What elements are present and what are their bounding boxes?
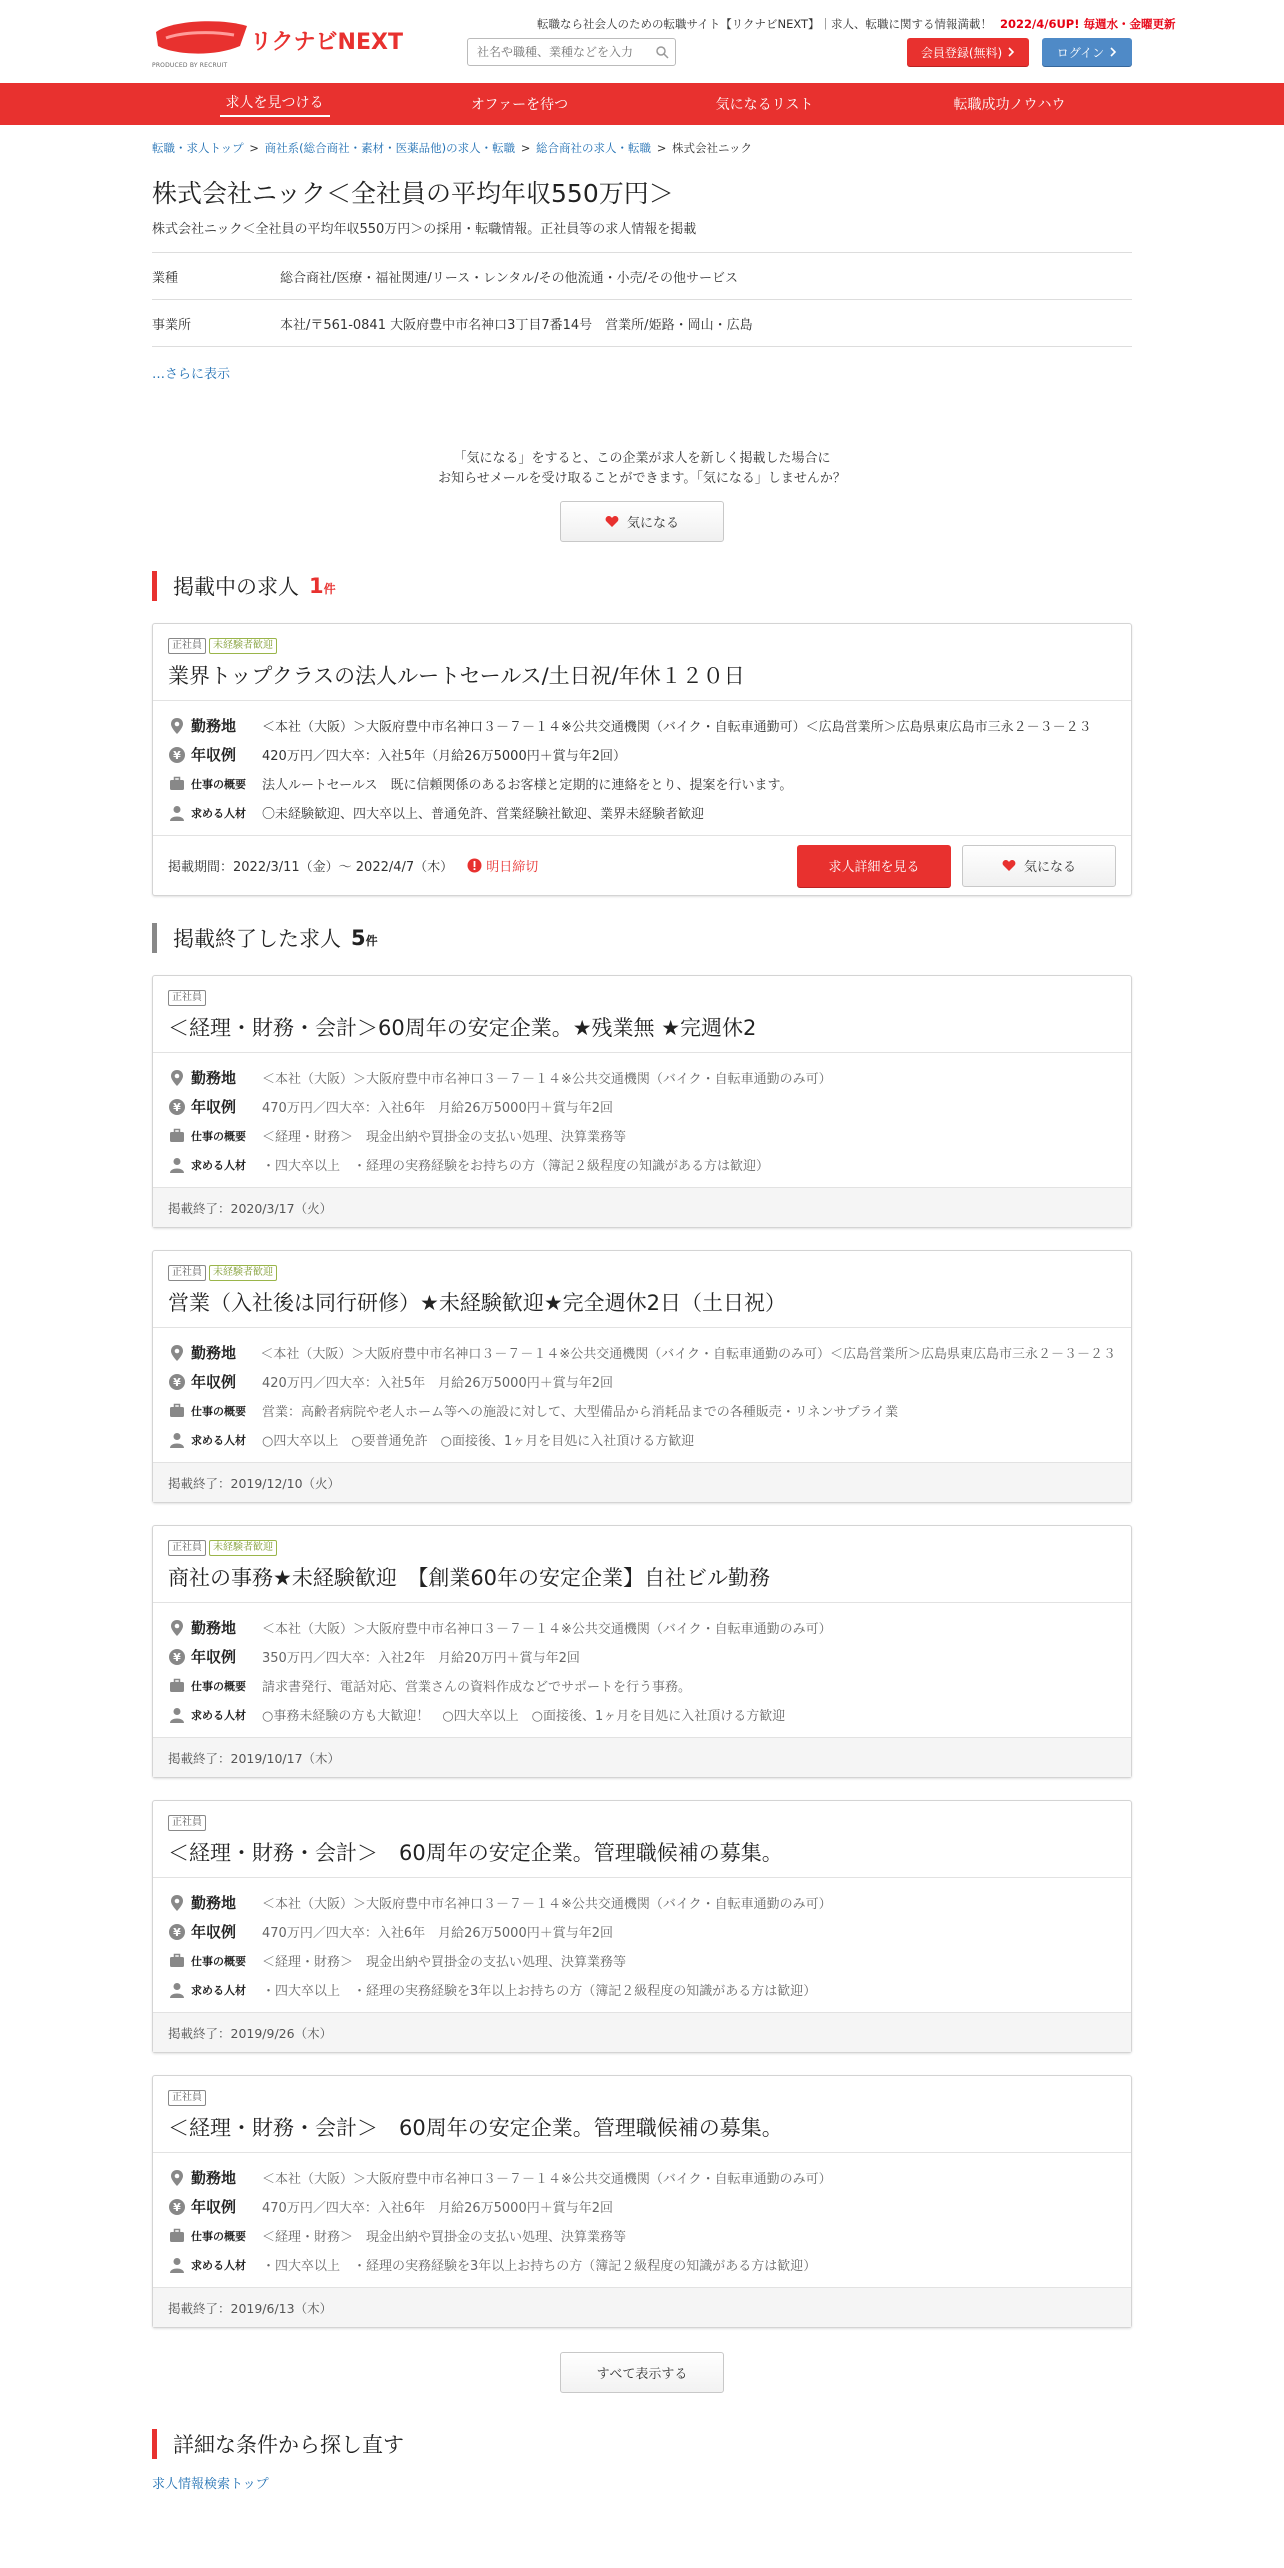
info-row-office [152, 300, 1132, 347]
job-favorite-button[interactable]: 気になる [962, 845, 1116, 887]
person-icon [168, 1981, 186, 1999]
person-icon [168, 1706, 186, 1724]
ended-date: 掲載終了：2019/10/17（木） [153, 1737, 1131, 1777]
job-card-ended [152, 1525, 1132, 1778]
site-header [152, 0, 1176, 83]
heart-icon [1002, 859, 1016, 872]
row-location: 勤務地 ＜本社（大阪）＞大阪府豊中市名神口３－７－１４※公共交通機関（バイク・自転車通勤のみ可）＜広島営業所＞広島県東広島市三永２－３－２３ [168, 1338, 1116, 1367]
tag-regular: 正社員 [168, 638, 206, 654]
search-box [467, 38, 676, 66]
tag-inexperienced: 未経験者歓迎 [209, 1265, 277, 1281]
briefcase-icon [168, 1677, 186, 1695]
logo-sub: PRODUCED BY RECRUIT [152, 62, 228, 69]
yen-icon [168, 1098, 186, 1116]
search-again-heading: 詳細な条件から探し直す [152, 2429, 1132, 2459]
row-location: 勤務地 ＜本社（大阪）＞大阪府豊中市名神口３－７－１４※公共交通機関（バイク・自転車通勤のみ可） [168, 1063, 1116, 1092]
company-info-table [152, 252, 1132, 347]
global-nav [0, 83, 1284, 125]
yen-icon [168, 746, 186, 764]
tag-inexperienced: 未経験者歓迎 [209, 638, 277, 654]
favorite-explanation: 「気になる」をすると、この企業が求人を新しく掲載した場合に お知らせメールを受け取ることができます。「気になる」しませんか？ [438, 451, 846, 486]
person-icon [168, 1156, 186, 1174]
row-requirements: 求める人材 〇未経験歓迎、四大卒以上、普通免許、営業経験社歓迎、業界未経験者歓迎 [168, 798, 1116, 827]
yen-icon [168, 1648, 186, 1666]
login-button[interactable] [1042, 38, 1132, 66]
location-pin-icon [168, 1344, 186, 1362]
login-label: ログイン [1056, 45, 1105, 60]
rikunabi-next-logo[interactable] [152, 18, 403, 68]
deadline-badge: 明日締切 [467, 856, 538, 875]
yen-icon [168, 1373, 186, 1391]
job-title[interactable]: 営業（入社後は同行研修）★未経験歓迎★完全週休2日（土日祝） [168, 1291, 787, 1315]
chevron-right-icon [1110, 47, 1117, 57]
job-card-ended [152, 975, 1132, 1228]
job-title[interactable]: ＜経理・財務・会計＞ 60周年の安定企業。管理職候補の募集。 [168, 1841, 783, 1865]
person-icon [168, 2256, 186, 2274]
location-pin-icon [168, 717, 186, 735]
nav-favorites[interactable]: 気になるリスト [715, 97, 814, 113]
location-pin-icon [168, 1069, 186, 1087]
row-location: 勤務地 ＜本社（大阪）＞大阪府豊中市名神口３－７－１４※公共交通機関（バイク・自転車通勤のみ可） [168, 1613, 1116, 1642]
row-location: 勤務地 ＜本社（大阪）＞大阪府豊中市名神口３－７－１４※公共交通機関（バイク・自転車通勤のみ可） [168, 2163, 1116, 2192]
job-card-ended [152, 1250, 1132, 1503]
tag-regular: 正社員 [168, 1540, 206, 1556]
tag-inexperienced: 未経験者歓迎 [209, 1540, 277, 1556]
row-summary: 仕事の概要 法人ルートセールス 既に信頼関係のあるお客様と定期的に連絡をとり、提案を行います。 [168, 769, 1116, 798]
industry-label: 業種 [152, 270, 179, 286]
row-summary: 仕事の概要 ＜経理・財務＞ 現金出納や買掛金の支払い処理、決算業務等 [168, 1946, 1116, 1975]
breadcrumb-current: 株式会社ニック [672, 141, 753, 155]
job-card-ended [152, 2075, 1132, 2328]
ended-jobs-heading: 掲載終了した求人 5件 [152, 923, 1132, 953]
ended-date: 掲載終了：2019/9/26（木） [153, 2012, 1131, 2052]
svg-text:¥: ¥ [173, 2200, 181, 2214]
job-card-ended [152, 1800, 1132, 2053]
chevron-right-icon [1008, 47, 1015, 57]
header-tagline [537, 16, 1175, 32]
alert-icon [467, 858, 482, 873]
active-jobs-count: 1件 [309, 574, 336, 598]
row-salary: ¥ 年収例 420万円／四大卒：入社5年 月給26万5000円＋賞与年2回 [168, 1367, 1116, 1396]
update-info: 2022/4/6UP! 毎週水・金曜更新 [1000, 17, 1176, 31]
tagline-text: 転職なら社会人のための転職サイト【リクナビNEXT】｜求人、転職に関する情報満載！ [537, 17, 993, 31]
posting-period: 掲載期間：2022/3/11（金）～ 2022/4/7（木） [168, 860, 454, 875]
row-summary: 仕事の概要 請求書発行、電話対応、営業さんの資料作成などでサポートを行う事務。 [168, 1671, 1116, 1700]
row-summary: 仕事の概要 ＜経理・財務＞ 現金出納や買掛金の支払い処理、決算業務等 [168, 2221, 1116, 2250]
row-salary: ¥ 年収例 420万円／四大卒：入社5年（月給26万5000円＋賞与年2回） [168, 740, 1116, 769]
page-title: 株式会社ニック＜全社員の平均年収550万円＞ [152, 179, 674, 208]
person-icon [168, 1431, 186, 1449]
ended-date: 掲載終了：2019/12/10（火） [153, 1462, 1131, 1502]
svg-text:¥: ¥ [173, 1650, 181, 1664]
row-requirements: 求める人材 ・四大卒以上 ・経理の実務経験を3年以上お持ちの方（簿記２級程度の知識がある方は歓迎） [168, 2250, 1116, 2279]
show-all-button[interactable]: すべて表示する [560, 2352, 724, 2393]
office-label: 事業所 [152, 317, 192, 333]
yen-icon [168, 1923, 186, 1941]
row-summary: 仕事の概要 営業：高齢者病院や老人ホーム等への施設に対して、大型備品から消耗品までの各種販売・リネンサプライ業 [168, 1396, 1116, 1425]
search-top-link[interactable]: 求人情報検索トップ [152, 2477, 269, 2492]
job-title[interactable]: ＜経理・財務・会計＞60周年の安定企業。★残業無 ★完週休2 [168, 1016, 757, 1040]
row-requirements: 求める人材 ・四大卒以上 ・経理の実務経験を3年以上お持ちの方（簿記２級程度の知識がある方は歓迎） [168, 1975, 1116, 2004]
briefcase-icon [168, 775, 186, 793]
show-more-link[interactable]: …さらに表示 [152, 367, 231, 382]
breadcrumb: 転職・求人トップ > 商社系(総合商社・素材・医薬品他)の求人・転職 > 総合商社の求人・転職 > 株式会社ニック [152, 141, 753, 155]
info-row-industry [152, 253, 1132, 300]
row-requirements: 求める人材 ・四大卒以上 ・経理の実務経験をお持ちの方（簿記２級程度の知識がある方は歓迎） [168, 1150, 1116, 1179]
nav-knowhow[interactable]: 転職成功ノウハウ [953, 97, 1066, 113]
nav-wait-offers[interactable]: オファーを待つ [470, 97, 569, 113]
nav-find-jobs[interactable]: 求人を見つける [152, 83, 397, 125]
job-title[interactable]: ＜経理・財務・会計＞ 60周年の安定企業。管理職候補の募集。 [168, 2116, 783, 2140]
tag-regular: 正社員 [168, 2090, 206, 2106]
svg-text:¥: ¥ [173, 1100, 181, 1114]
row-summary: 仕事の概要 ＜経理・財務＞ 現金出納や買掛金の支払い処理、決算業務等 [168, 1121, 1116, 1150]
svg-text:¥: ¥ [173, 1375, 181, 1389]
location-pin-icon [168, 2169, 186, 2187]
register-label: 会員登録(無料) [920, 45, 1003, 60]
ended-jobs-list [152, 975, 1132, 2328]
job-card-active [152, 623, 1132, 896]
heart-icon [605, 515, 619, 528]
row-salary: ¥ 年収例 350万円／四大卒：入社2年 月給20万円＋賞与年2回 [168, 1642, 1116, 1671]
row-requirements: 求める人材 ○事務未経験の方も大歓迎！ ○四大卒以上 ○面接後、1ヶ月を目処に入社頂ける方歓迎 [168, 1700, 1116, 1729]
row-location: 勤務地 ＜本社（大阪）＞大阪府豊中市名神口３－７－１４※公共交通機関（バイク・自転車通勤のみ可） [168, 1888, 1116, 1917]
register-button[interactable] [907, 38, 1029, 66]
job-title[interactable]: 商社の事務★未経験歓迎 【創業60年の安定企業】自社ビル勤務 [168, 1566, 771, 1590]
ended-jobs-count: 5件 [351, 926, 378, 950]
person-icon [168, 804, 186, 822]
page-subtitle: 株式会社ニック＜全社員の平均年収550万円＞の採用・転職情報。正社員等の求人情報を掲載 [152, 222, 697, 237]
breadcrumb-link[interactable]: 総合商社の求人・転職 [536, 141, 652, 155]
main-content [152, 140, 1132, 2492]
industry-value: 総合商社/医療・福祉関連/リース・レンタル/その他流通・小売/その他サービス [280, 270, 739, 286]
row-salary: ¥ 年収例 470万円／四大卒：入社6年 月給26万5000円＋賞与年2回 [168, 1917, 1116, 1946]
briefcase-icon [168, 1402, 186, 1420]
breadcrumb-link[interactable]: 転職・求人トップ [152, 141, 244, 155]
row-salary: ¥ 年収例 470万円／四大卒：入社6年 月給26万5000円＋賞与年2回 [168, 1092, 1116, 1121]
tag-regular: 正社員 [168, 1815, 206, 1831]
ended-date: 掲載終了：2020/3/17（火） [153, 1187, 1131, 1227]
favorite-company-button[interactable]: 気になる [560, 501, 724, 542]
logo-text: リクナビNEXT [250, 30, 403, 55]
row-requirements: 求める人材 ○四大卒以上 ○要普通免許 ○面接後、1ヶ月を目処に入社頂ける方歓迎 [168, 1425, 1116, 1454]
breadcrumb-link[interactable]: 商社系(総合商社・素材・医薬品他)の求人・転職 [264, 141, 516, 155]
briefcase-icon [168, 1952, 186, 1970]
svg-text:¥: ¥ [173, 748, 181, 762]
briefcase-icon [168, 2227, 186, 2245]
search-input[interactable] [468, 39, 648, 65]
location-pin-icon [168, 1619, 186, 1637]
office-value: 本社/〒561-0841 大阪府豊中市名神口3丁目7番14号 営業所/姫路・岡山・広島 [280, 317, 753, 333]
location-pin-icon [168, 1894, 186, 1912]
tag-regular: 正社員 [168, 1265, 206, 1281]
active-jobs-heading: 掲載中の求人 1件 [152, 571, 1132, 601]
svg-text:¥: ¥ [173, 1925, 181, 1939]
job-title[interactable]: 業界トップクラスの法人ルートセールス/土日祝/年休１２０日 [168, 664, 745, 688]
yen-icon [168, 2198, 186, 2216]
job-detail-button[interactable]: 求人詳細を見る [797, 845, 951, 887]
tag-regular: 正社員 [168, 990, 206, 1006]
row-location: 勤務地 ＜本社（大阪）＞大阪府豊中市名神口３－７－１４※公共交通機関（バイク・自転車通勤可）＜広島営業所＞広島県東広島市三永２－３－２３ [168, 711, 1116, 740]
briefcase-icon [168, 1127, 186, 1145]
ended-date: 掲載終了：2019/6/13（木） [153, 2287, 1131, 2327]
row-salary: ¥ 年収例 470万円／四大卒：入社6年 月給26万5000円＋賞与年2回 [168, 2192, 1116, 2221]
search-icon[interactable] [655, 45, 669, 59]
